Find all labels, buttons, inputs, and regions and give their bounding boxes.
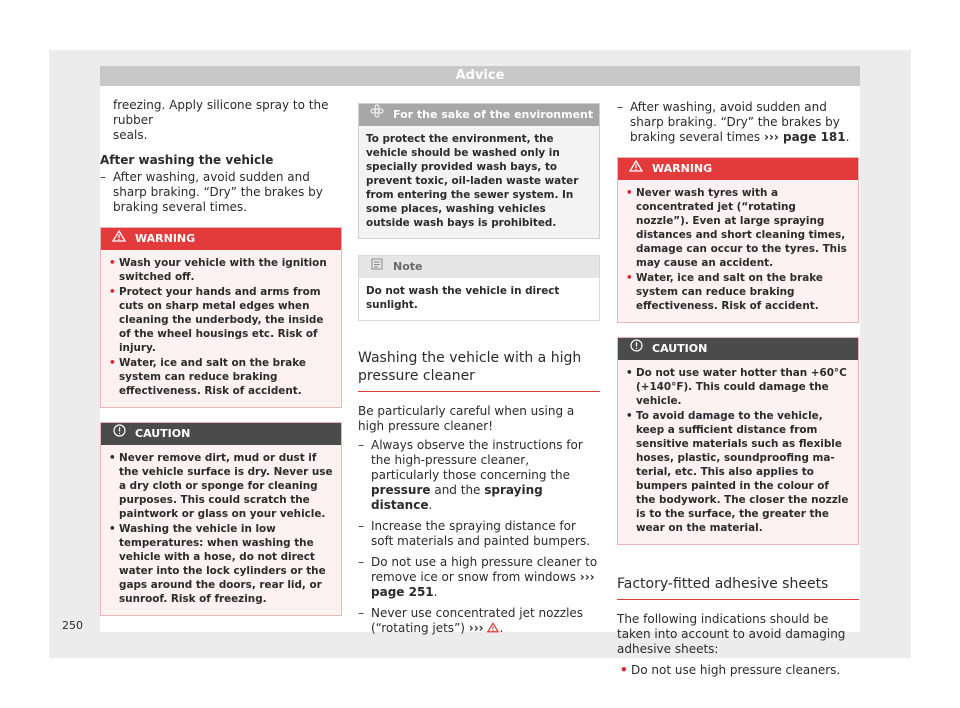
adhesive-sheets-intro: The following indications should be taken into account to avoid damaging adhesive sheets: <box>617 612 846 656</box>
list-item-text <box>371 438 583 512</box>
note-icon <box>369 256 385 278</box>
caution-box-header <box>101 423 341 445</box>
intro-line-1: freezing. Apply silicone spray to the rubber <box>113 98 329 127</box>
environment-title: For the sake of the environment <box>393 108 594 121</box>
warning-item: • Protect your hands and arms from cuts on sharp metal edges when cleaning the underbody, the inside of the wheel housings etc. Risk of injury. <box>109 286 324 354</box>
warning-triangle-icon[interactable] <box>487 621 499 635</box>
warning-box-header <box>101 228 341 250</box>
list-item <box>358 438 600 513</box>
page-header: Advice <box>100 66 860 86</box>
list-text: . <box>499 621 504 635</box>
list-item-text <box>630 100 849 144</box>
warning-box <box>617 157 859 323</box>
caution-item: • To avoid damage to the vehicle, keep a sufficient distance from sensitive materials such as flexible hoses, plastic, soundproofing material, etc. This also applies to bumpers painted in the colour of the bodywork. The closer the nozzle is to the surface, the greater the wear on the material. <box>626 410 849 534</box>
warning-triangle-icon <box>111 228 127 250</box>
environment-box <box>358 103 600 239</box>
note-title: Note <box>393 260 423 273</box>
section-title-adhesive-sheets: Factory-fitted adhesive sheets <box>617 575 859 600</box>
environment-flower-icon <box>369 104 385 126</box>
subheading-after-washing: After washing the vehicle <box>100 153 274 167</box>
list-item <box>358 555 600 600</box>
warning-item-text: Never wash tyres with a concentrated jet (“rotating nozzle”). Even at large spraying distances and short cleaning times, damage can occur to the tyres. This may cause an accident. <box>636 187 847 269</box>
warning-box-body <box>101 250 341 407</box>
note-box-header <box>359 256 599 278</box>
warning-item: • Water, ice and salt on the brake system can reduce braking effectiveness. Risk of accident. <box>626 272 823 312</box>
warning-title: WARNING <box>135 232 196 245</box>
note-box <box>358 255 600 321</box>
caution-item: • Do not use water hotter than +60°C (+140°F). This could damage the vehicle. <box>626 367 847 407</box>
column-middle <box>358 103 600 642</box>
list-text: and the <box>430 483 485 497</box>
caution-item-text: Never remove dirt, mud or dust if the vehicle surface is dry. Never use a dry cloth or sponge for cleaning purposes. This could scratch the paintwork or glass on your vehicle. <box>119 452 333 520</box>
dash-marker: – <box>358 438 364 452</box>
caution-title: CAUTION <box>652 342 708 355</box>
caution-title: CAUTION <box>135 427 191 440</box>
list-item-text: Increase the spraying distance for soft materials and painted bumpers. <box>371 519 591 548</box>
warning-item-text: Water, ice and salt on the brake system can reduce braking effectiveness. Risk of accident. <box>119 357 306 397</box>
caution-item-text: Do not use water hotter than +60°C (+140°F). This could damage the vehicle. <box>636 367 847 407</box>
column-right <box>617 100 859 678</box>
caution-circle-icon <box>111 423 127 445</box>
warning-box-body <box>618 180 858 322</box>
list-item-text <box>371 606 583 635</box>
section-title-high-pressure: Washing the vehicle with a high pressure cleaner <box>358 349 600 392</box>
keyword: pressure <box>371 483 431 497</box>
environment-box-header <box>359 104 599 126</box>
warning-box <box>100 227 342 408</box>
caution-box <box>100 422 342 616</box>
caution-box <box>617 337 859 545</box>
list-item <box>617 663 859 678</box>
caution-item-text: To avoid damage to the vehicle, keep a sufficient distance from sensitive materials such as flexible hoses, plastic, soundproofing material, etc. This also applies to bumpers painted in the colour of the bodywork. The closer the nozzle is to the surface, the greater the wear on the material. <box>636 410 849 534</box>
bullet-marker: • <box>620 663 628 677</box>
caution-box-body <box>101 445 341 615</box>
dash-marker: – <box>617 100 623 114</box>
caution-box-body <box>618 360 858 544</box>
dash-marker: – <box>358 555 364 569</box>
page-number: 250 <box>62 619 83 632</box>
list-item <box>100 170 342 215</box>
list-text: . <box>428 498 433 512</box>
caution-circle-icon <box>628 338 644 360</box>
list-text: . <box>433 585 438 599</box>
list-text: Never use concentrated jet nozzles (“rotating jets”) <box>371 606 584 635</box>
warning-title: WARNING <box>652 162 713 175</box>
warning-item-text: Water, ice and salt on the brake system can reduce braking effectiveness. Risk of accident. <box>636 272 823 312</box>
column-left <box>100 98 342 616</box>
keyword: spraying distance <box>371 483 543 512</box>
list-item-text: After washing, avoid sudden and sharp braking. “Dry” the brakes by braking several times. <box>113 170 323 214</box>
reference-link[interactable]: ››› <box>468 621 484 635</box>
dash-marker: – <box>100 170 106 184</box>
environment-text: To protect the environment, the vehicle should be washed only in specially provided wash bays, to prevent toxic, oil-laden waste water from entering the sewer system. In some places, washing vehicles outside wash bays is prohibited. <box>366 133 579 229</box>
page-reference-link[interactable]: ››› page 251 <box>371 570 595 599</box>
caution-item: • Washing the vehicle in low temperatures: when washing the vehicle with a hose, do not direct water into the lock cylinders or the gaps around the doors, rear lid, or sunroof. Risk of freezing. <box>109 523 326 605</box>
warning-item: • Never wash tyres with a concentrated jet (“rotating nozzle”). Even at large spraying distances and short cleaning times, damage can occur to the tyres. This may cause an accident. <box>626 187 847 269</box>
page-reference-link[interactable]: ››› page 181 <box>763 130 846 144</box>
list-item-text <box>371 555 597 599</box>
warning-box-header <box>618 158 858 180</box>
list-text: Do not use a high pressure cleaner to remove ice or snow from windows <box>371 555 598 584</box>
list-text: After washing, avoid sudden and sharp braking. “Dry” the brakes by braking several times <box>630 100 840 144</box>
high-pressure-intro: Be particularly careful when using a high pressure cleaner! <box>358 404 575 433</box>
dash-marker: – <box>358 606 364 620</box>
caution-box-header <box>618 338 858 360</box>
warning-item: • Water, ice and salt on the brake system can reduce braking effectiveness. Risk of accident. <box>109 357 306 397</box>
list-item <box>358 606 600 636</box>
list-item-text: Do not use high pressure cleaners. <box>631 663 841 677</box>
intro-line-2: seals. <box>113 128 148 142</box>
list-text: . <box>845 130 850 144</box>
list-text: Always observe the instructions for the high-pressure cleaner, particularly those concerning the <box>371 438 583 482</box>
dash-marker: – <box>358 519 364 533</box>
warning-item-text: Wash your vehicle with the ignition switched off. <box>119 257 327 283</box>
note-text: Do not wash the vehicle in direct sunlight. <box>359 278 599 320</box>
list-item <box>358 519 600 549</box>
caution-item-text: Washing the vehicle in low temperatures: when washing the vehicle with a hose, do not direct water into the lock cylinders or the gaps around the doors, rear lid, or sunroof. Risk of freezing. <box>119 523 326 605</box>
caution-item: • Never remove dirt, mud or dust if the vehicle surface is dry. Never use a dry cloth or sponge for cleaning purposes. This could scratch the paintwork or glass on your vehicle. <box>109 452 333 520</box>
list-item <box>617 100 859 145</box>
warning-item: • Wash your vehicle with the ignition switched off. <box>109 257 327 283</box>
warning-item-text: Protect your hands and arms from cuts on sharp metal edges when cleaning the underbody, the inside of the wheel housings etc. Risk of injury. <box>119 286 324 354</box>
warning-triangle-icon <box>628 158 644 180</box>
